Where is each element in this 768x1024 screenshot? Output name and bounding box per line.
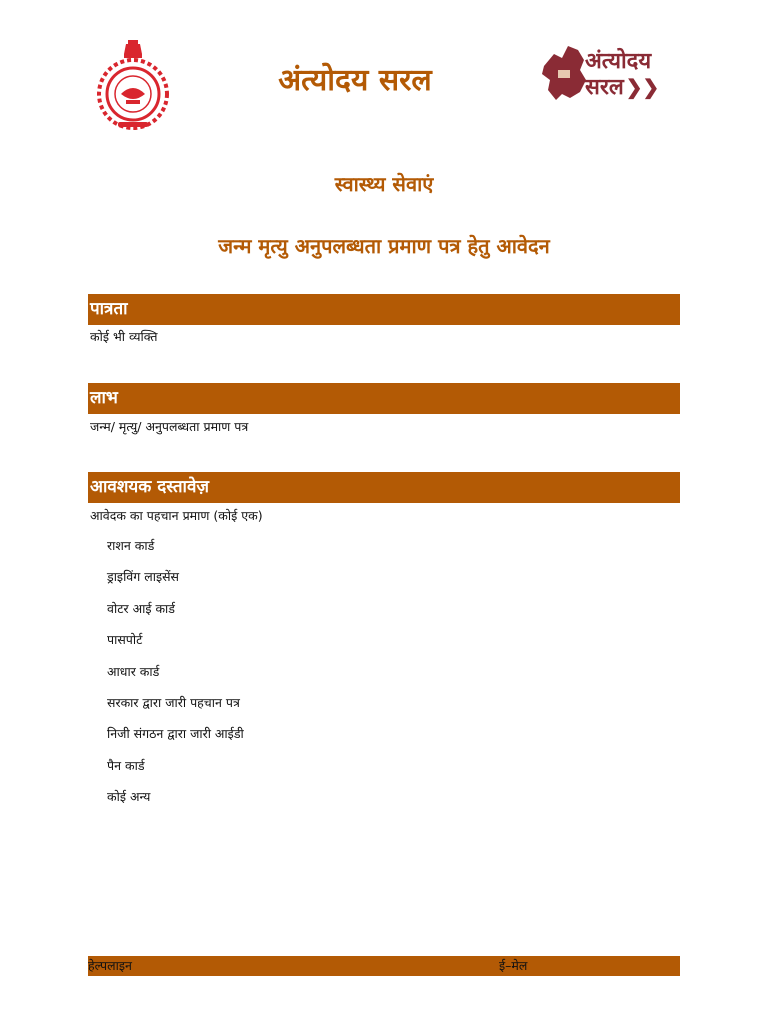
list-item: आधार कार्ड	[107, 663, 160, 679]
benefit-text: जन्म/ मृत्यु/ अनुपलब्धता प्रमाण पत्र	[90, 419, 249, 434]
helpline-label: हेल्पलाइन	[88, 958, 132, 973]
list-item: राशन कार्ड	[107, 538, 155, 553]
email-label: ई–मेल	[499, 958, 528, 973]
documents-intro: आवेदक का पहचान प्रमाण (कोई एक)	[90, 508, 263, 523]
list-item: ड्राइविंग लाइसेंस	[107, 569, 180, 585]
footer-bar	[88, 956, 680, 976]
logo-text	[585, 48, 659, 100]
list-item: पैन कार्ड	[107, 757, 145, 773]
list-item: कोई अन्य	[107, 789, 151, 805]
logo-line2: सरल	[585, 74, 624, 100]
eligibility-text: कोई भी व्यक्ति	[90, 329, 158, 344]
logo-line1: अंत्योदय	[585, 48, 652, 74]
application-title: जन्म मृत्यु अनुपलब्धता प्रमाण पत्र हेतु आवेदन	[218, 234, 550, 258]
documents-list	[107, 536, 244, 819]
benefit-heading: लाभ	[88, 383, 680, 414]
state-emblem-icon	[96, 38, 170, 130]
brand-title: अंत्योदय सरल	[278, 63, 432, 98]
eligibility-heading: पात्रता	[88, 294, 680, 325]
list-item: वोटर आई कार्ड	[107, 600, 175, 616]
list-item: निजी संगठन द्वारा जारी आईडी	[107, 726, 244, 742]
double-chevron-icon: ❯❯	[625, 75, 660, 99]
list-item: सरकार द्वारा जारी पहचान पत्र	[107, 694, 240, 710]
documents-heading: आवशयक दस्तावेज़	[88, 472, 680, 503]
department-title: स्वास्थ्य सेवाएं	[334, 172, 434, 196]
list-item: पासपोर्ट	[107, 632, 143, 648]
